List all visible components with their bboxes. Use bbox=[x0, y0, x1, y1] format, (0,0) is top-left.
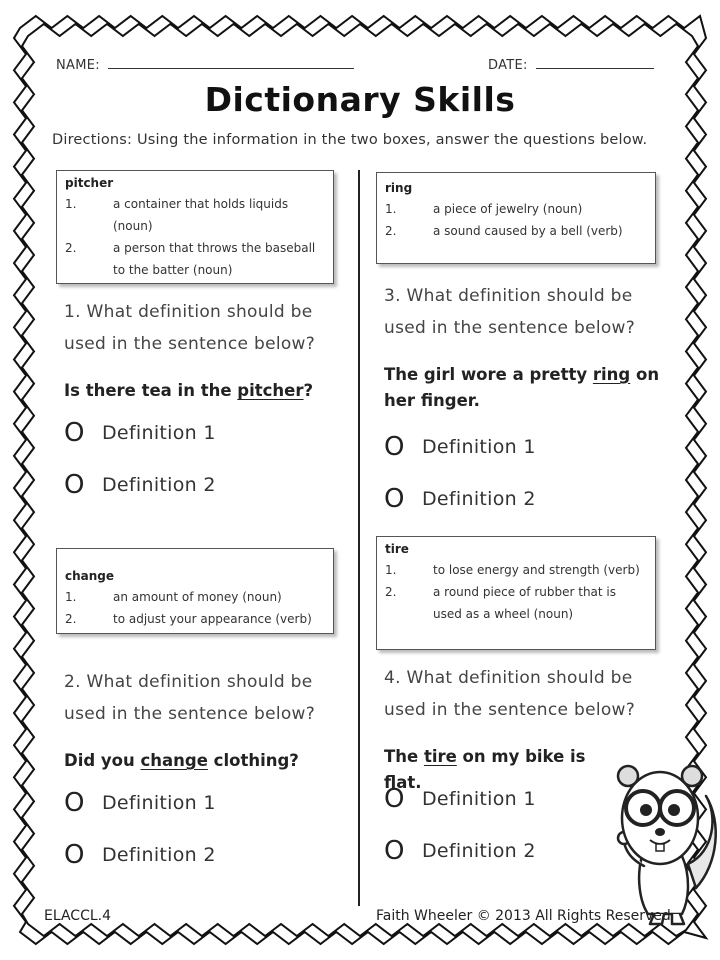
question-2-prompt: 2. What definition should be used in the sentence below? bbox=[64, 672, 316, 724]
option-label: Definition 1 bbox=[422, 436, 536, 458]
question-4-prompt: 4. What definition should be used in the sentence below? bbox=[384, 668, 636, 720]
standard-code: ELACCL.4 bbox=[44, 908, 112, 924]
date-label: DATE: bbox=[488, 58, 528, 73]
definition-row bbox=[65, 237, 326, 281]
definition-text: a piece of jewelry (noun) bbox=[433, 202, 583, 216]
q3-option-2[interactable] bbox=[384, 484, 536, 514]
sentence-text: on my bike is flat. bbox=[384, 747, 586, 792]
definition-text: a sound caused by a bell (verb) bbox=[433, 224, 623, 238]
q2-option-2[interactable] bbox=[64, 840, 216, 870]
name-label: NAME: bbox=[56, 58, 100, 73]
sentence-text: Did you bbox=[64, 751, 141, 770]
entry-word: tire bbox=[385, 542, 409, 556]
definition-number: 1. bbox=[65, 590, 77, 604]
question-3-sentence bbox=[384, 362, 674, 414]
definition-number: 2. bbox=[65, 612, 77, 626]
definition-box-tire bbox=[376, 536, 656, 650]
column-divider bbox=[358, 170, 360, 906]
definition-number: 1. bbox=[385, 563, 397, 577]
date-line[interactable] bbox=[488, 58, 654, 73]
option-label: Definition 1 bbox=[102, 792, 216, 814]
definition-row bbox=[385, 220, 648, 242]
sentence-text: The girl wore a pretty bbox=[384, 365, 593, 384]
option-label: Definition 2 bbox=[422, 840, 536, 862]
copyright-credit: Faith Wheeler © 2013 All Rights Reserved bbox=[376, 908, 671, 924]
definition-number: 1. bbox=[385, 202, 397, 216]
definition-row bbox=[385, 559, 648, 581]
q4-option-1[interactable] bbox=[384, 784, 536, 814]
option-label: Definition 1 bbox=[102, 422, 216, 444]
definition-row bbox=[385, 198, 648, 220]
sentence-text: The bbox=[384, 747, 424, 766]
definition-box-ring bbox=[376, 172, 656, 264]
entry-word: pitcher bbox=[65, 176, 114, 190]
definition-number: 2. bbox=[65, 241, 77, 255]
page-title: Dictionary Skills bbox=[204, 80, 516, 119]
definition-row bbox=[65, 608, 326, 630]
answer-bubble[interactable]: O bbox=[64, 470, 85, 500]
definition-text: a container that holds liquids (noun) bbox=[113, 197, 289, 233]
answer-bubble[interactable]: O bbox=[64, 840, 85, 870]
target-word: change bbox=[140, 751, 208, 770]
target-word: tire bbox=[423, 747, 457, 766]
target-word: ring bbox=[592, 365, 631, 384]
answer-bubble[interactable]: O bbox=[384, 484, 405, 514]
answer-bubble[interactable]: O bbox=[64, 788, 85, 818]
sentence-text: on her finger. bbox=[384, 365, 660, 410]
option-label: Definition 1 bbox=[422, 788, 536, 810]
definition-box-change bbox=[56, 548, 334, 634]
squirrel-mascot-illustration bbox=[610, 752, 720, 932]
definition-number: 2. bbox=[385, 224, 397, 238]
question-1-sentence bbox=[64, 378, 354, 404]
target-word: pitcher bbox=[237, 381, 304, 400]
definition-text: to adjust your appearance (verb) bbox=[113, 612, 312, 626]
q4-option-2[interactable] bbox=[384, 836, 536, 866]
q3-option-1[interactable] bbox=[384, 432, 536, 462]
option-label: Definition 2 bbox=[422, 488, 536, 510]
definition-row bbox=[65, 193, 326, 237]
entry-word: ring bbox=[385, 181, 413, 195]
sentence-text: Is there tea in the bbox=[64, 381, 238, 400]
question-2-sentence bbox=[64, 748, 354, 774]
definition-text: to lose energy and strength (verb) bbox=[433, 563, 640, 577]
answer-bubble[interactable]: O bbox=[64, 418, 85, 448]
question-3-prompt: 3. What definition should be used in the sentence below? bbox=[384, 286, 636, 338]
answer-bubble[interactable]: O bbox=[384, 836, 405, 866]
definition-number: 2. bbox=[385, 585, 397, 599]
q1-option-2[interactable] bbox=[64, 470, 216, 500]
name-line[interactable] bbox=[56, 58, 354, 73]
definition-text: a person that throws the baseball to the batter (noun) bbox=[113, 241, 316, 277]
definition-text: an amount of money (noun) bbox=[113, 590, 282, 604]
definition-row bbox=[65, 586, 326, 608]
date-blank[interactable] bbox=[536, 68, 654, 69]
directions-text: Directions: Using the information in the two boxes, answer the questions below. bbox=[52, 132, 648, 148]
definition-box-pitcher bbox=[56, 170, 334, 284]
definition-number: 1. bbox=[65, 197, 77, 211]
option-label: Definition 2 bbox=[102, 844, 216, 866]
q1-option-1[interactable] bbox=[64, 418, 216, 448]
definition-text: a round piece of rubber that is used as a wheel (noun) bbox=[433, 585, 617, 621]
sentence-text: clothing? bbox=[207, 751, 299, 770]
answer-bubble[interactable]: O bbox=[384, 432, 405, 462]
answer-bubble[interactable]: O bbox=[384, 784, 405, 814]
question-1-prompt: 1. What definition should be used in the sentence below? bbox=[64, 302, 316, 354]
option-label: Definition 2 bbox=[102, 474, 216, 496]
name-blank[interactable] bbox=[108, 68, 354, 69]
sentence-text: ? bbox=[303, 381, 314, 400]
definition-row bbox=[385, 581, 648, 625]
q2-option-1[interactable] bbox=[64, 788, 216, 818]
entry-word: change bbox=[65, 569, 115, 583]
